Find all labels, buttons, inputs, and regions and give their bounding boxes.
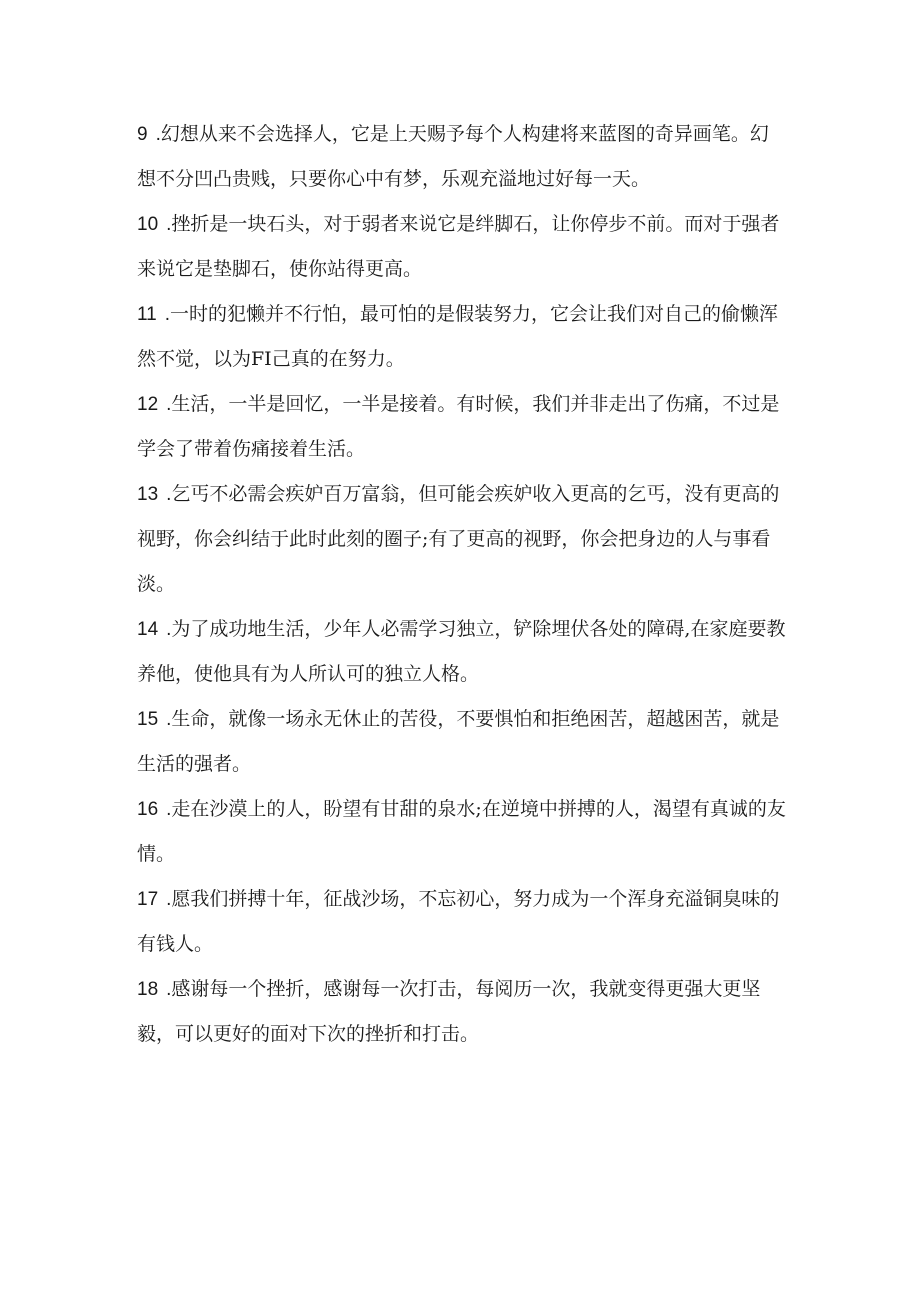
item-text: 幻想从来不会选择人，它是上天赐予每个人构建将来蓝图的奇异画笔。幻想不分凹凸贵贱，只要你心中有梦，乐观充溢地过好每一天。 xyxy=(137,123,769,190)
quote-item-10 xyxy=(137,202,787,292)
quote-item-12 xyxy=(137,382,787,472)
item-number: 12 xyxy=(137,394,159,415)
quote-item-14 xyxy=(137,607,787,697)
item-dot: . xyxy=(164,304,171,325)
item-text: 愿我们拼搏十年，征战沙场，不忘初心，努力成为一个浑身充溢铜臭味的有钱人。 xyxy=(137,888,780,955)
item-text: 挫折是一块石头，对于弱者来说它是绊脚石，让你停步不前。而对于强者来说它是垫脚石，使你站得更高。 xyxy=(137,213,780,280)
item-number: 10 xyxy=(137,214,159,235)
item-number: 9 xyxy=(137,124,148,145)
item-dot: . xyxy=(166,799,172,820)
item-text: 生活，一半是回忆，一半是接着。有时候，我们并非走出了伤痛，不过是学会了带着伤痛接着生活。 xyxy=(137,393,780,460)
item-text: 乞丐不必需会疾妒百万富翁，但可能会疾妒收入更高的乞丐，没有更高的视野，你会纠结于此时此刻的圈子;有了更高的视野，你会把身边的人与事看淡。 xyxy=(137,483,780,595)
item-dot: . xyxy=(166,484,172,505)
quote-item-15 xyxy=(137,697,787,787)
item-number: 14 xyxy=(137,619,159,640)
quote-item-9 xyxy=(137,112,787,202)
quote-list xyxy=(137,112,787,1057)
item-dot: . xyxy=(166,979,172,1000)
item-text: 感谢每一个挫折，感谢每一次打击，每阅历一次，我就变得更强大更坚毅，可以更好的面对下次的挫折和打击。 xyxy=(137,978,761,1045)
item-dot: . xyxy=(166,394,172,415)
quote-item-13 xyxy=(137,472,787,607)
quote-item-16 xyxy=(137,787,787,877)
item-number: 11 xyxy=(137,304,157,325)
item-dot: . xyxy=(166,889,172,910)
item-text: 为了成功地生活，少年人必需学习独立，铲除埋伏各处的障碍,在家庭要教养他，使他具有为人所认可的独立人格。 xyxy=(137,618,786,685)
item-text: 走在沙漠上的人，盼望有甘甜的泉水;在逆境中拼搏的人，渴望有真诚的友情。 xyxy=(137,798,786,865)
item-number: 15 xyxy=(137,709,159,730)
item-text: 生命，就像一场永无休止的苦役，不要惧怕和拒绝困苦，超越困苦，就是生活的强者。 xyxy=(137,708,780,775)
item-dot: . xyxy=(166,214,172,235)
item-dot: . xyxy=(155,124,161,145)
item-number: 16 xyxy=(137,799,159,820)
quote-item-11 xyxy=(137,292,787,382)
item-number: 13 xyxy=(137,484,159,505)
item-text: 一时的犯懒并不行怕，最可怕的是假装努力，它会让我们对自己的偷懒浑然不觉，以为FI己真的在努力。 xyxy=(137,303,779,370)
item-number: 17 xyxy=(137,889,159,910)
item-dot: . xyxy=(166,709,172,730)
item-number: 18 xyxy=(137,979,159,1000)
quote-item-18 xyxy=(137,967,787,1057)
item-dot: . xyxy=(166,619,172,640)
quote-item-17 xyxy=(137,877,787,967)
